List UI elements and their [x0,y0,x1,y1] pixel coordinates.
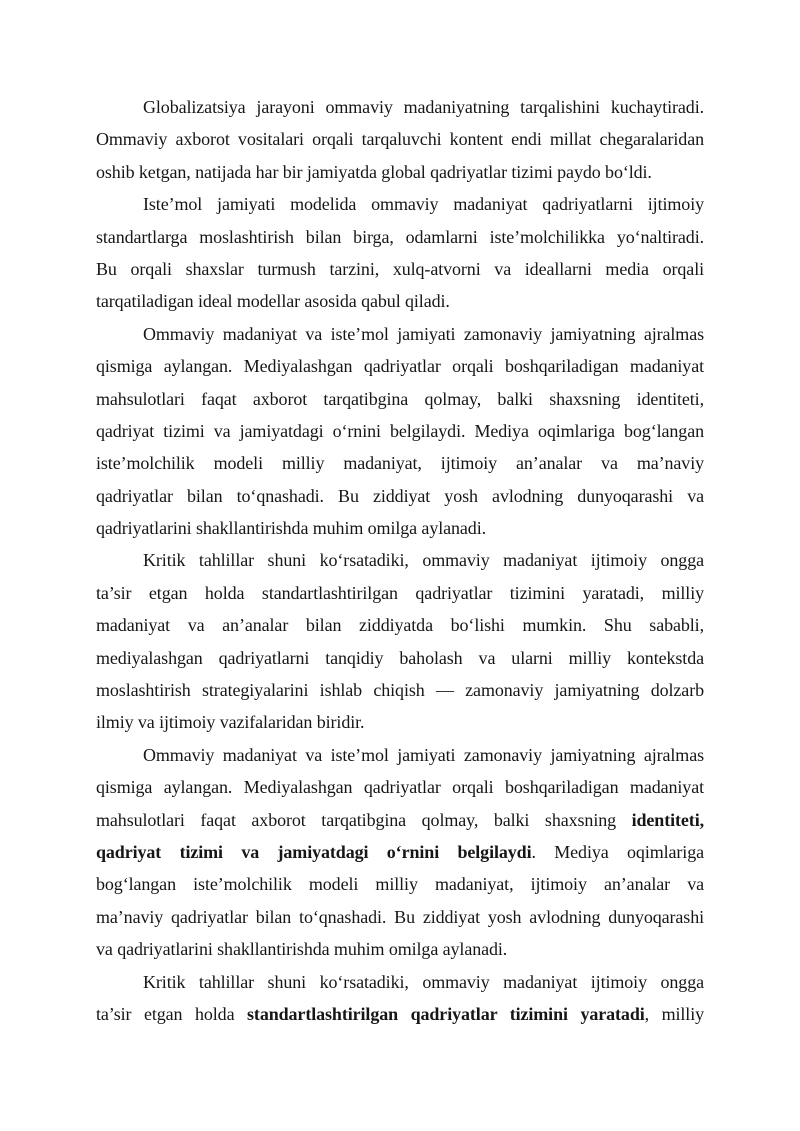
text-segment: tarqatiladigan ideal modellar asosida qabul qiladi. [96,291,450,312]
text-segment: qadriyatlarini shakllantirishda muhim omilga aylanadi. [96,518,487,539]
text-line [96,966,704,998]
text-line [96,901,704,933]
bold-text-segment: identiteti, [631,809,704,830]
text-segment: Iste’mol jamiyati modelida ommaviy madaniyat qadriyatlarni ijtimoiy [143,194,704,215]
paragraph [96,544,704,738]
text-line [96,512,704,544]
text-segment: qismiga aylangan. Mediyalashgan qadriyatlar orqali boshqariladigan madaniyat [96,777,704,798]
document-text-block [96,91,704,1030]
text-segment: . Mediya oqimlariga [531,841,704,862]
text-line [96,771,704,803]
text-line [96,933,704,965]
text-segment: Globalizatsiya jarayoni ommaviy madaniyatning tarqalishini kuchaytiradi. [143,97,704,117]
text-segment: mahsulotlari faqat axborot tarqatibgina qolmay, balki shaxsning identiteti, [96,388,704,409]
text-segment: Ommaviy madaniyat va iste’mol jamiyati zamonaviy jamiyatning ajralmas [143,323,704,344]
text-line [96,447,704,479]
text-segment: ma’naviy qadriyatlar bilan to‘qnashadi. Bu ziddiyat yosh avlodning dunyoqarashi [96,906,704,927]
text-line [96,998,704,1030]
text-line [96,577,704,609]
text-line [96,480,704,512]
text-line [96,253,704,285]
bold-text-segment: qadriyat tizimi va jamiyatdagi o‘rnini belgilaydi [96,841,532,862]
text-line [96,739,704,771]
text-line [96,706,704,738]
text-segment: moslashtirish strategiyalarini ishlab chiqish — zamonaviy jamiyatning dolzarb [96,680,704,701]
text-segment: ilmiy va ijtimoiy vazifalaridan biridir. [96,712,365,733]
text-line [96,156,704,188]
text-line [96,836,704,868]
text-line [96,415,704,447]
text-segment: Kritik tahlillar shuni ko‘rsatadiki, ommaviy madaniyat ijtimoiy ongga [143,971,704,992]
text-line [96,91,704,123]
text-line [96,609,704,641]
text-line [96,804,704,836]
text-segment: iste’molchilik modeli milliy madaniyat, ijtimoiy an’analar va ma’naviy [96,453,704,474]
paragraph [96,739,704,966]
text-segment: qismiga aylangan. Mediyalashgan qadriyatlar orqali boshqariladigan madaniyat [96,356,704,377]
paragraph [96,188,704,318]
text-line [96,642,704,674]
text-line [96,544,704,576]
text-segment: va qadriyatlarini shakllantirishda muhim omilga aylanadi. [96,939,508,960]
bold-text-segment: standartlashtirilgan qadriyatlar tizimini yaratadi [247,1003,645,1024]
text-line [96,221,704,253]
text-segment: qadriyatlar bilan to‘qnashadi. Bu ziddiyat yosh avlodning dunyoqarashi va [96,485,704,506]
text-segment: mediyalashgan qadriyatlarni tanqidiy baholash va ularni milliy kontekstda [96,647,704,668]
text-segment: mahsulotlari faqat axborot tarqatibgina qolmay, balki shaxsning [96,809,632,830]
text-line [96,383,704,415]
text-segment: standartlarga moslashtirish bilan birga, odamlarni iste’molchilikka yo‘naltiradi. [96,226,704,247]
text-segment: oshib ketgan, natijada har bir jamiyatda global qadriyatlar tizimi paydo bo‘ldi. [96,161,652,182]
text-line [96,123,704,155]
text-segment: Ommaviy madaniyat va iste’mol jamiyati zamonaviy jamiyatning ajralmas [143,744,704,765]
paragraph [96,318,704,545]
text-segment: Ommaviy axborot vositalari orqali tarqaluvchi kontent endi millat chegaralaridan [96,129,704,150]
text-segment: madaniyat va an’analar bilan ziddiyatda bo‘lishi mumkin. Shu sababli, [96,615,704,636]
paragraph [96,966,704,1031]
text-segment: qadriyat tizimi va jamiyatdagi o‘rnini belgilaydi. Mediya oqimlariga bog‘langan [96,420,704,441]
text-line [96,674,704,706]
text-line [96,868,704,900]
text-segment: ta’sir etgan holda [96,1003,248,1024]
text-segment: Kritik tahlillar shuni ko‘rsatadiki, ommaviy madaniyat ijtimoiy ongga [143,550,704,571]
text-line [96,350,704,382]
text-segment: bog‘langan iste’molchilik modeli milliy madaniyat, ijtimoiy an’analar va [96,874,704,895]
text-segment: Bu orqali shaxslar turmush tarzini, xulq-atvorni va ideallarni media orqali [96,258,704,279]
text-line [96,285,704,317]
text-segment: ta’sir etgan holda standartlashtirilgan qadriyatlar tizimini yaratadi, milliy [96,582,704,603]
text-line [96,318,704,350]
text-line [96,188,704,220]
paragraph [96,91,704,188]
text-segment: , milliy [644,1003,704,1024]
